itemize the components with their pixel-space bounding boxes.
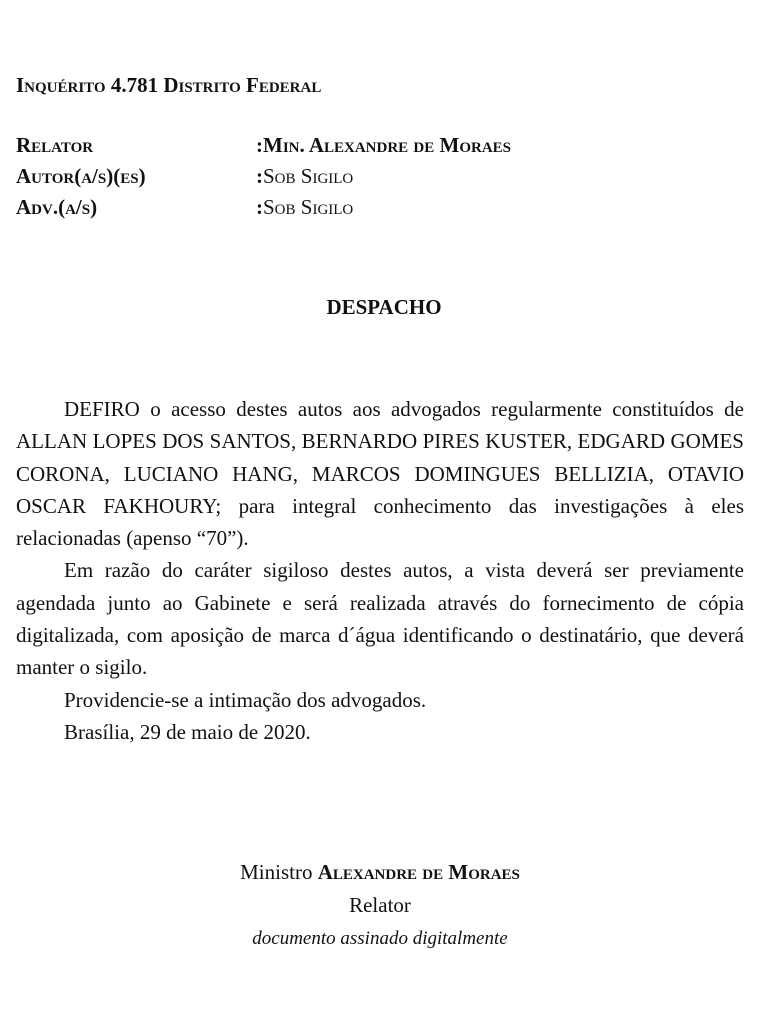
signature-prefix: Ministro — [240, 860, 313, 884]
document-body — [16, 393, 744, 748]
party-label: Relator — [16, 133, 94, 157]
signature-note: documento assinado digitalmente — [252, 928, 508, 949]
party-value: :Min. Alexandre de Moraes — [256, 133, 512, 157]
party-value: :Sob Sigilo — [256, 195, 354, 219]
document-title: DESPACHO — [326, 295, 442, 319]
paragraph: Em razão do caráter sigiloso destes autos, a vista deverá ser previamente agendada junto ao Gabinete e será realizada através do fornecimento de cópia digitalizada, com aposição de marca d´água identificando o destinatário, que deverá manter o sigilo. — [16, 558, 744, 680]
signature-role: Relator — [349, 893, 411, 917]
paragraph: Providencie-se a intimação dos advogados. — [64, 687, 427, 712]
paragraph-date: Brasília, 29 de maio de 2020. — [64, 719, 311, 744]
party-label: Adv.(a/s) — [16, 195, 98, 219]
signature-name-line — [0, 856, 760, 889]
signature-block — [0, 856, 760, 955]
case-title: Inquérito 4.781 Distrito Federal — [16, 73, 322, 97]
party-value: :Sob Sigilo — [256, 164, 354, 188]
paragraph: DEFIRO o acesso destes autos aos advogados regularmente constituídos de ALLAN LOPES DOS SANTOS, BERNARDO PIRES KUSTER, EDGARD GOMES CORONA, LUCIANO HANG, MARCOS DOMINGUES BELLIZIA, OTAVIO OSCAR FAKHOURY; para integral conhecimento das investigações à eles relacionadas (apenso “70”). — [16, 397, 744, 551]
signature-name: Alexandre de Moraes — [317, 860, 520, 884]
party-label: Autor(a/s)(es) — [16, 164, 146, 188]
